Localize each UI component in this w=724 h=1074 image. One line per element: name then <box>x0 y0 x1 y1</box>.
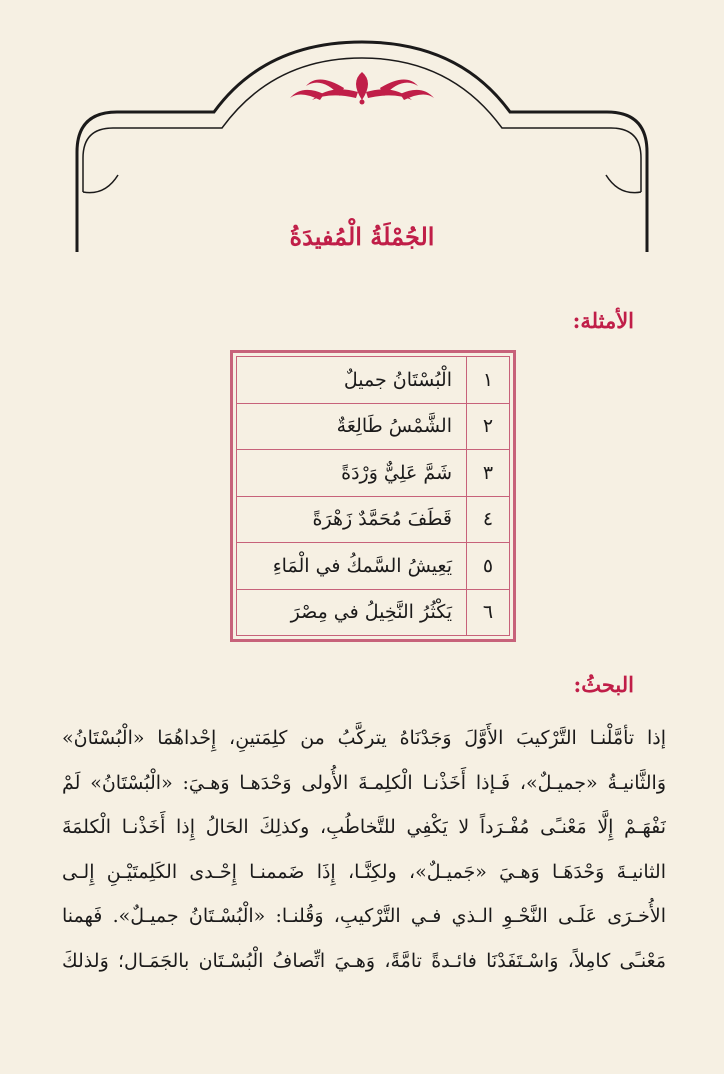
chapter-title: الجُمْلَةُ الْمُفيدَةُ <box>289 222 435 251</box>
paragraph-line: الأُخـرَى عَلَـى النَّحْـوِ الـذي فـي التَّرْكيبِ، وَقُلنـا: «الْبُسْـتَانُ جميـلٌ». فَهمنا <box>62 905 666 927</box>
frame-left-curl <box>83 175 118 193</box>
example-number: ٤ <box>466 497 509 543</box>
example-row <box>237 404 509 451</box>
paragraph-line: إذا تأمَّلْنـا التَّرْكيبَ الأَوَّلَ وَجَدْنَاهُ يتركَّبُ من كلِمَتينِ، إِحْداهُمَا «الْبُسْتَانُ» <box>62 727 666 749</box>
example-text: يَعِيشُ السَّمكُ في الْمَاءِ <box>272 554 452 577</box>
example-text: الْبُسْتَانُ جميلٌ <box>343 368 452 391</box>
examples-heading: الأمثلة: <box>572 308 634 333</box>
example-row <box>237 543 509 590</box>
ornament-icon <box>290 72 434 105</box>
paragraph-line: نَفْهَـمْ إِلَّا مَعْنـًى مُفْـرَداً لا يَكْفِي للتَّخاطُبِ، وكذلِكَ الحَالُ إِذا أَخَذْنـا الْكلمَةَ <box>62 816 666 838</box>
example-number: ٦ <box>466 590 509 636</box>
example-number: ٣ <box>466 450 509 496</box>
example-row <box>237 450 509 497</box>
paragraph-line: وَالثَّانيـةُ «جميـلٌ»، فَـإذا أَخَذْنـا الْكلِمـةَ الأُولى وَحْدَهـا وَهـيَ: «الْبُسْتَانُ» لَمْ <box>62 771 666 794</box>
example-row <box>237 357 509 404</box>
example-row <box>237 497 509 544</box>
paragraph-line: مَعْنـًى كامِلاً، وَاسْـتَفَدْنَا فائـدةً تامَّةً، وَهـيَ اتِّصافُ الْبُسْـتَان بالجَمَـال؛ وَلذلكَ <box>62 949 666 972</box>
example-text: الشَّمْسُ طَالِعَةٌ <box>336 415 452 438</box>
research-heading: البحثُ: <box>573 672 634 697</box>
research-paragraph <box>62 716 666 983</box>
example-number: ٥ <box>466 543 509 589</box>
example-text: يَكْثُرُ النَّخِيلُ في مِصْرَ <box>290 601 452 624</box>
paragraph-line: الثانيـةَ وَحْدَهَـا وَهـيَ «جَميـلٌ»، ولكِنَّـا، إِذَا ضَممنـا إِحْـدى الكَلِمتَيْـنِ إِلـى <box>62 860 666 883</box>
frame-right-curl <box>606 175 641 193</box>
example-number: ١ <box>466 357 509 403</box>
example-number: ٢ <box>466 404 509 450</box>
examples-table <box>230 350 516 642</box>
example-text: قَطَفَ مُحَمَّدٌ زَهْرَةً <box>312 508 452 531</box>
example-row <box>237 590 509 636</box>
example-text: شَمَّ عَلِيٌّ وَرْدَةً <box>341 461 452 484</box>
